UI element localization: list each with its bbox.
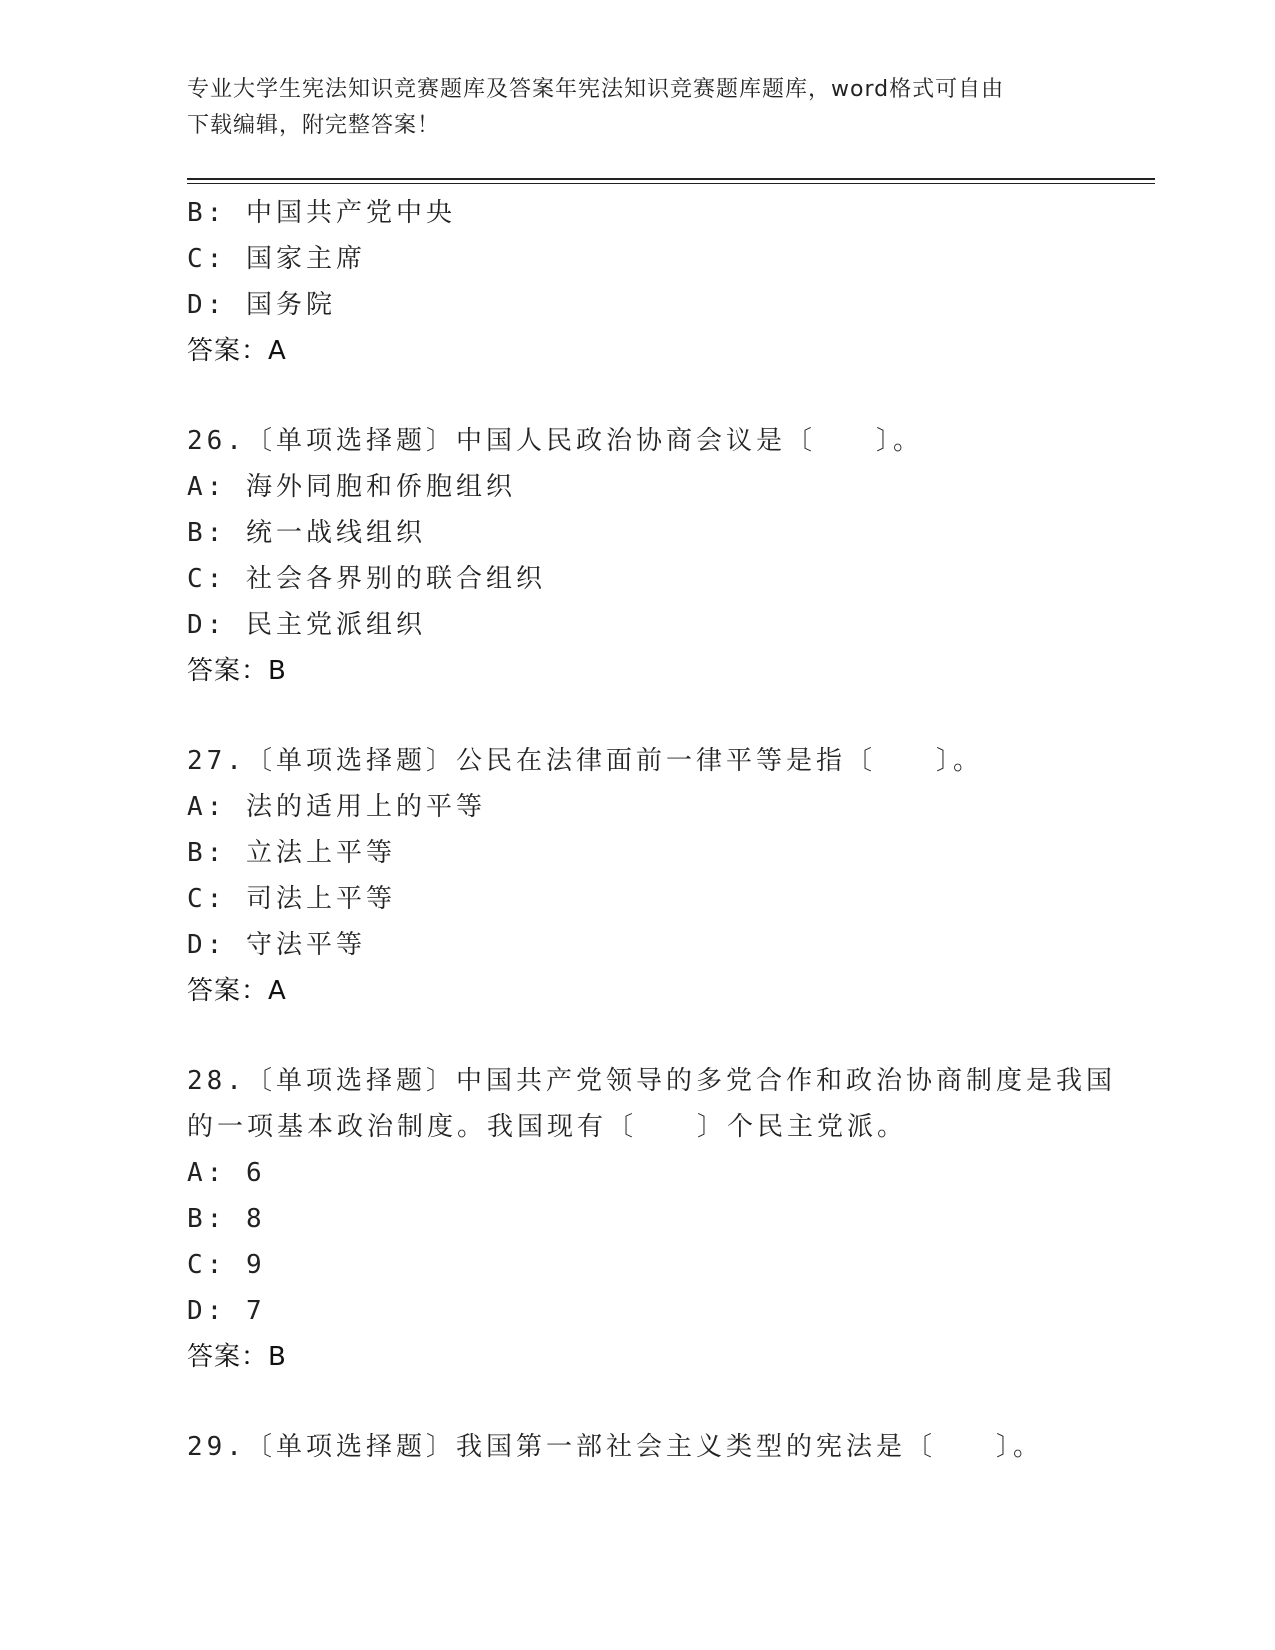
answer-line: 答案：B	[187, 1342, 287, 1372]
header-line-2: 下载编辑，附完整答案！	[187, 113, 441, 138]
question-29	[187, 1424, 1127, 1470]
option-c: C: 国家主席	[187, 244, 366, 274]
option-b: B: 统一战线组织	[187, 518, 426, 548]
option-b: B: 立法上平等	[187, 838, 396, 868]
answer-line: 答案：B	[187, 656, 287, 686]
option-b: B: 8	[187, 1204, 266, 1234]
option-c: C: 9	[187, 1250, 266, 1280]
document-header	[187, 72, 1067, 144]
option-d: D: 国务院	[187, 290, 336, 320]
question-stem-line-2: 的一项基本政治制度。我国现有〔 〕个民主党派。	[187, 1112, 908, 1142]
option-a: A: 法的适用上的平等	[187, 792, 486, 822]
question-list	[187, 190, 1127, 1470]
option-b: B: 中国共产党中央	[187, 198, 456, 228]
question-28	[187, 1058, 1127, 1380]
header-line-1: 专业大学生宪法知识竞赛题库及答案年宪法知识竞赛题库题库，word格式可自由	[187, 77, 1005, 102]
question-block-continued	[187, 190, 1127, 374]
option-c: C: 司法上平等	[187, 884, 396, 914]
header-divider-thick	[187, 178, 1155, 180]
question-stem-line-1: 28.〔单项选择题〕中国共产党领导的多党合作和政治协商制度是我国	[187, 1066, 1116, 1096]
option-a: A: 6	[187, 1158, 266, 1188]
question-stem: 27.〔单项选择题〕公民在法律面前一律平等是指〔 〕。	[187, 746, 983, 776]
option-a: A: 海外同胞和侨胞组织	[187, 472, 516, 502]
option-d: D: 7	[187, 1296, 266, 1326]
option-d: D: 民主党派组织	[187, 610, 426, 640]
answer-line: 答案：A	[187, 976, 287, 1006]
option-c: C: 社会各界别的联合组织	[187, 564, 546, 594]
question-stem: 26.〔单项选择题〕中国人民政治协商会议是〔 〕。	[187, 426, 923, 456]
question-27	[187, 738, 1127, 1014]
question-stem: 29.〔单项选择题〕我国第一部社会主义类型的宪法是〔 〕。	[187, 1432, 1043, 1462]
question-26	[187, 418, 1127, 694]
answer-line: 答案：A	[187, 336, 287, 366]
option-d: D: 守法平等	[187, 930, 366, 960]
header-divider-thin	[187, 183, 1155, 184]
